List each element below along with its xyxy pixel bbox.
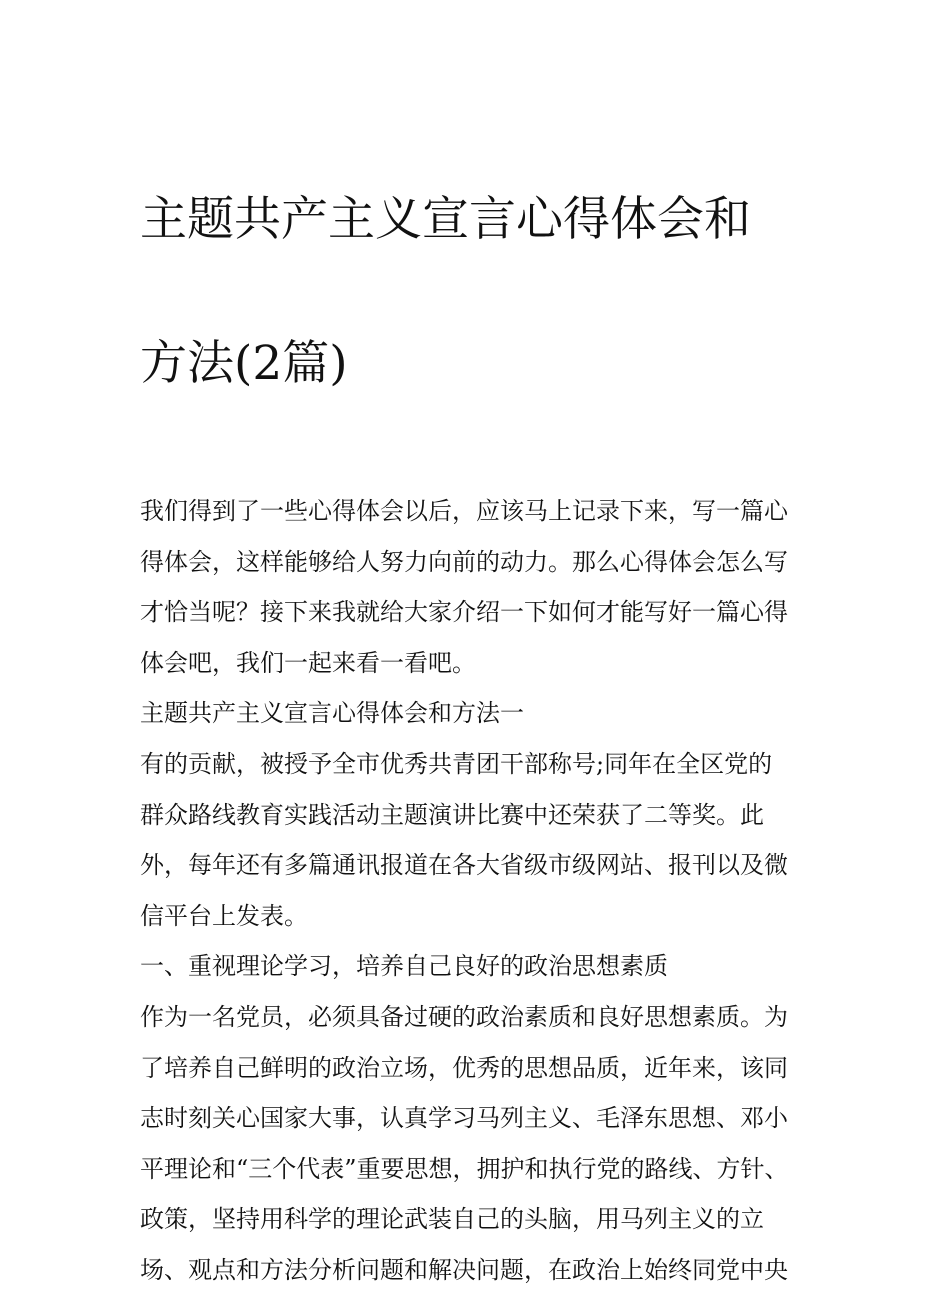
text-line: 才恰当呢？接下来我就给大家介绍一下如何才能写好一篇心得	[140, 598, 788, 627]
text-line: 了培养自己鲜明的政治立场，优秀的思想品质，近年来，该同	[140, 1053, 788, 1082]
text-line: 体会吧，我们一起来看一看吧。	[140, 648, 476, 677]
paragraph-party-member	[140, 992, 812, 1296]
text-line: 作为一名党员，必须具备过硬的政治素质和良好思想素质。为	[140, 1002, 788, 1031]
text-line: 得体会，这样能够给人努力向前的动力。那么心得体会怎么写	[140, 547, 788, 576]
text-line: 平理论和“三个代表”重要思想，拥护和执行党的路线、方针、	[140, 1154, 789, 1183]
text-line: 一、重视理论学习，培养自己良好的政治思想素质	[140, 952, 668, 981]
title-line-1: 主题共产主义宣言心得体会和	[140, 192, 751, 247]
text-line: 群众路线教育实践活动主题演讲比赛中还荣获了二等奖。此	[140, 800, 764, 829]
document-title	[140, 112, 812, 472]
text-line: 我们得到了一些心得体会以后，应该马上记录下来，写一篇心	[140, 497, 788, 525]
text-line: 志时刻关心国家大事，认真学习马列主义、毛泽东思想、邓小	[140, 1104, 788, 1133]
text-line: 信平台上发表。	[140, 901, 308, 930]
text-line: 外，每年还有多篇通讯报道在各大省级市级网站、报刊以及微	[140, 851, 788, 880]
title-line-2: 方法(2篇)	[140, 336, 348, 391]
subheading-theory-study	[140, 941, 812, 992]
paragraph-contribution	[140, 739, 812, 941]
intro-paragraph	[140, 486, 812, 688]
text-line: 场、观点和方法分析问题和解决问题，在政治上始终同党中央	[140, 1255, 788, 1284]
section-heading-1	[140, 688, 812, 739]
text-line: 政策，坚持用科学的理论武装自己的头脑，用马列主义的立	[140, 1205, 764, 1234]
text-line: 有的贡献，被授予全市优秀共青团干部称号;同年在全区党的	[140, 749, 773, 778]
text-line: 主题共产主义宣言心得体会和方法一	[140, 699, 524, 728]
document-body	[140, 112, 812, 1296]
